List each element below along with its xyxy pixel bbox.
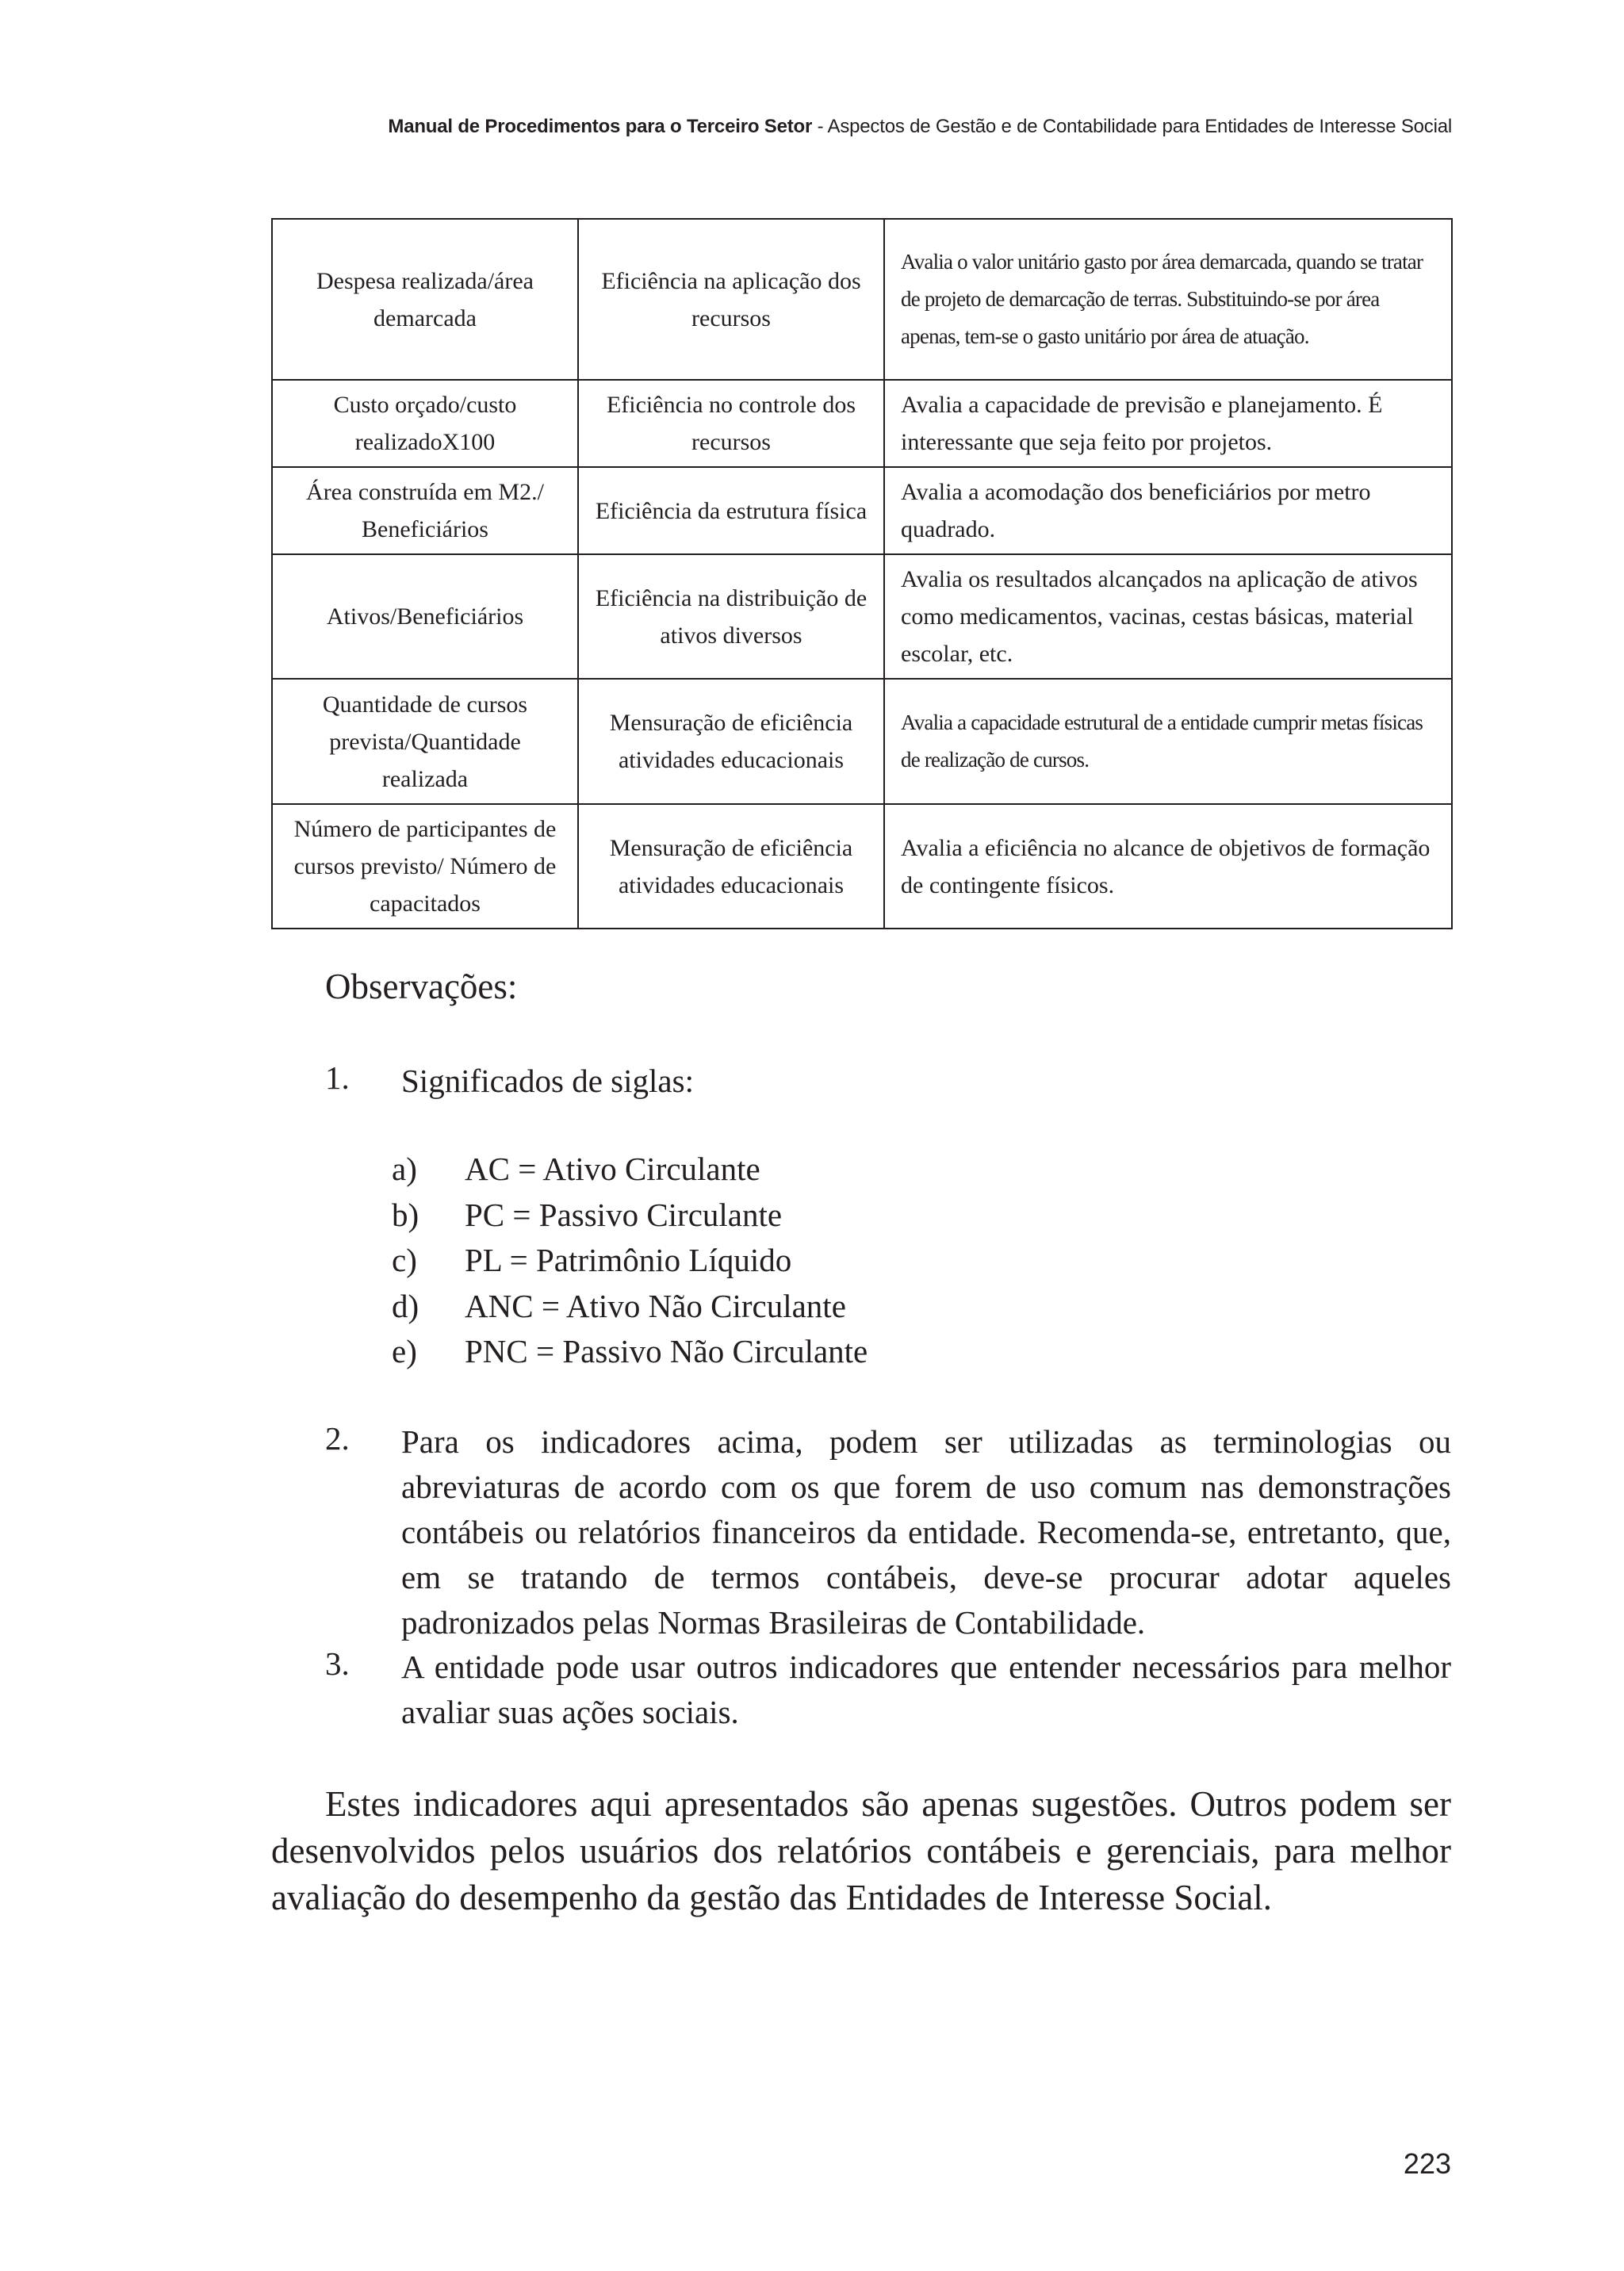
observations-title: Observações: xyxy=(325,967,518,1006)
header-title: Manual de Procedimentos para o Terceiro Setor xyxy=(388,116,813,137)
purpose-cell: Eficiência na aplicação dos recursos xyxy=(578,219,884,380)
table-row xyxy=(272,554,1452,679)
list-text: Significados de siglas: xyxy=(401,1063,694,1099)
purpose-cell: Mensuração de eficiência atividades educacionais xyxy=(578,804,884,929)
description-cell: Avalia o valor unitário gasto por área demarcada, quando se tratar de projeto de demarcação de terras. Substituindo-se por área apenas, tem-se o gasto unitário por área de atuação. xyxy=(884,219,1452,380)
page-number: 223 xyxy=(1403,2147,1451,2180)
indicator-cell: Custo orçado/custo realizadoX100 xyxy=(272,380,578,467)
table-row xyxy=(272,380,1452,467)
list-number: 1. xyxy=(325,1059,350,1096)
list-number: 3. xyxy=(325,1645,350,1682)
indicator-cell: Ativos/Beneficiários xyxy=(272,554,578,679)
closing-paragraph: Estes indicadores aqui apresentados são apenas sugestões. Outros podem ser desenvolvidos pelos usuários dos relatórios contábeis e gerenciais, para melhor avaliação do desempenho da gestão das Entidades de Interesse Social. xyxy=(271,1784,1451,1917)
list-text: AC = Ativo Circulante xyxy=(465,1151,760,1187)
indicators-table xyxy=(271,218,1453,929)
list-letter: b) xyxy=(392,1196,419,1233)
table-row xyxy=(272,219,1452,380)
list-letter: a) xyxy=(392,1151,417,1187)
list-text: PL = Patrimônio Líquido xyxy=(465,1242,792,1278)
purpose-cell: Mensuração de eficiência atividades educacionais xyxy=(578,679,884,804)
description-cell: Avalia a acomodação dos beneficiários por metro quadrado. xyxy=(884,467,1452,554)
observation-item-3 xyxy=(325,1645,1451,1735)
list-text: ANC = Ativo Não Circulante xyxy=(465,1287,846,1324)
list-text: A entidade pode usar outros indicadores que entender necessários para melhor avaliar suas ações sociais. xyxy=(401,1649,1451,1730)
indicator-cell: Despesa realizada/área demarcada xyxy=(272,219,578,380)
table-row xyxy=(272,804,1452,929)
indicator-cell: Número de participantes de cursos previsto/ Número de capacitados xyxy=(272,804,578,929)
table-row xyxy=(272,467,1452,554)
table-row xyxy=(272,679,1452,804)
list-text: Para os indicadores acima, podem ser utilizadas as terminologias ou abreviaturas de acordo com os que forem de uso comum nas demonstrações contábeis ou relatórios financeiros da entidade. Recomenda-se, entretanto, que, em se tratando de termos contábeis, deve-se procurar adotar aqueles padronizados pelas Normas Brasileiras de Contabilidade. xyxy=(401,1423,1451,1641)
description-cell: Avalia a eficiência no alcance de objetivos de formação de contingente físicos. xyxy=(884,804,1452,929)
header-subtitle: - Aspectos de Gestão e de Contabilidade para Entidades de Interesse Social xyxy=(812,116,1452,137)
description-cell: Avalia os resultados alcançados na aplicação de ativos como medicamentos, vacinas, cestas básicas, material escolar, etc. xyxy=(884,554,1452,679)
description-cell: Avalia a capacidade estrutural de a entidade cumprir metas físicas de realização de cursos. xyxy=(884,679,1452,804)
list-item xyxy=(392,1284,868,1330)
list-number: 2. xyxy=(325,1420,350,1457)
list-item xyxy=(392,1193,868,1239)
list-text: PNC = Passivo Não Circulante xyxy=(465,1333,868,1369)
observation-item-1 xyxy=(325,1059,1451,1104)
list-letter: d) xyxy=(392,1287,419,1324)
purpose-cell: Eficiência da estrutura física xyxy=(578,467,884,554)
list-item xyxy=(392,1329,868,1375)
list-item xyxy=(392,1238,868,1284)
purpose-cell: Eficiência no controle dos recursos xyxy=(578,380,884,467)
observation-item-2 xyxy=(325,1419,1451,1645)
description-cell: Avalia a capacidade de previsão e planejamento. É interessante que seja feito por projetos. xyxy=(884,380,1452,467)
list-letter: c) xyxy=(392,1242,417,1278)
running-header xyxy=(388,116,1452,138)
list-letter: e) xyxy=(392,1333,417,1369)
list-text: PC = Passivo Circulante xyxy=(465,1196,783,1233)
purpose-cell: Eficiência na distribuição de ativos diversos xyxy=(578,554,884,679)
indicator-cell: Área construída em M2./ Beneficiários xyxy=(272,467,578,554)
list-item xyxy=(392,1147,868,1193)
siglas-list xyxy=(392,1147,868,1375)
indicator-cell: Quantidade de cursos prevista/Quantidade realizada xyxy=(272,679,578,804)
